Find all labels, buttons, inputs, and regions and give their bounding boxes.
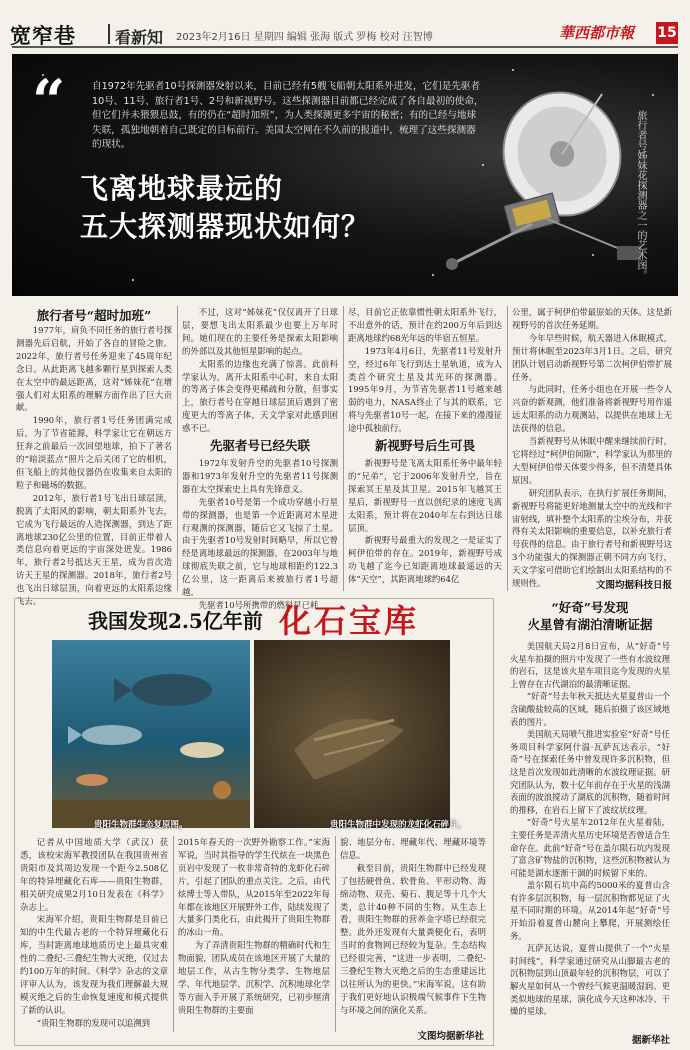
probe-credit: 文图均据科技日报 <box>595 580 672 591</box>
fossil-title-part2: 化石宝库 <box>279 602 420 640</box>
column-rule <box>343 306 344 591</box>
paragraph: 公里，属于柯伊伯带最原始的天体。这是新视野号的首次任务延期。 <box>512 307 672 330</box>
fossil-col3 <box>340 836 486 1017</box>
paragraph: 与此同时，任务小组也在开展一些令人兴奋的新观测，他们准备将新视野号用作遥远太阳系的动力观测站，以提供在地球上无法获得的信息。 <box>512 384 672 434</box>
fossil-col1 <box>20 836 168 1030</box>
voyager-heading: 旅行者号“超时加班” <box>36 308 152 323</box>
pioneer-col3 <box>348 306 502 586</box>
paragraph: “贵阳生物群的发现可以追溯到 <box>36 1017 150 1028</box>
pioneer-heading: 先驱者号已经失联 <box>209 438 310 454</box>
mars-col <box>510 640 670 1018</box>
paragraph: 新视野号最重大的发现之一是证实了柯伊伯带的存在。2019年，新视野号成功飞越了迄今已知距离地球最遥远的天体“天空”，其距离地球约64亿 <box>348 535 502 585</box>
paragraph: 2015年春天的一次野外勘察工作。”宋海军说，当时其指导的学生代炫在一块黑色页岩中发现了一枚非常奇特的龙虾化石碎片，引起了团队的重点关注。之后，由代炫博士等人带队，从2015年至2022年每年都在该地区开展野外工作，陆续发现了大量多门类化石，由此揭开了贵阳生物群的冰山一角。 <box>178 837 330 938</box>
paragraph: 美国航天局喷气推进实验室“好奇”号任务项目科学家阿什温·瓦萨瓦达表示，“好奇”号在探索任务中曾发现许多沉积物，但这是首次发现如此清晰的水波纹理证据。研究团队认为，数十亿年前存在于火星的浅湖表面的波浪搅动了湖底的沉积物，随着时间的推移，在岩石上留下了波纹状纹理。 <box>510 729 670 815</box>
paragraph: 美国航天局2月8日宣布，从“好奇”号火星车拍摄的照片中发现了一些有水波纹理的岩石，这是该火星车项目迄今发现的火星上曾存在古代湖泊的最清晰证据。 <box>510 641 670 689</box>
image-caption-1: 贵阳生物群生态复原图。 <box>94 820 188 830</box>
column-rule <box>335 836 336 1032</box>
paragraph: 瓦萨瓦达说，夏普山提供了一个“火星时间线”，科学家通过研究从山脚最古老的沉积物层到山顶最年轻的沉积物层，可以了解火星如何从一个曾经气候更温暖湿润、更类似地球的星球，演化成今天这种冰冷、干燥的星球。 <box>510 943 670 1017</box>
paragraph: “好奇”号火星车2012年在火星着陆，主要任务是弄清火星历史环境是否曾适合生命存在。此前“好奇”号在盖尔陨石坑内发现了富含矿物盐的沉积物，这些沉积物被认为可能是湖水逐渐干涸的时候留下来的。 <box>510 817 670 878</box>
masthead-logo: 華西都市報 <box>559 24 635 42</box>
paragraph: 宋海军介绍，贵阳生物群是目前已知的中生代最古老的一个特异埋藏化石库，当时距离地球地质历史上最具灾难性的二叠纪-三叠纪生物大灭绝，仅过去约100万年的时间。《科学》杂志的文章评审人认为，该发现为我们理解最大规模灭绝之后的生命恢复速度和模式提供了新的认识。 <box>20 914 168 1015</box>
paragraph: 1977年，肩负不同任务的旅行者号探测器先后启航，开始了各自的冒险之旅。2022年，旅行者号任务迎来了45周年纪念日。从此距离飞越多颗行星到探索人类在太空中的最远距离，这对“姊妹花”在增强人们对太阳系的理解方面作出了巨大贡献。 <box>16 325 172 413</box>
paragraph: 尽，目前它正依靠惯性朝太阳系外飞行，不出意外的话，预计在约200万年后到达距离地球约68光年远的毕宿五恒星。 <box>348 307 502 343</box>
fossil-illustration <box>254 640 450 828</box>
paragraph: 新视野号是飞离太阳系任务中最年轻的“兄弟”，它于2006年发射升空，旨在探索冥王星及其卫星。2015年飞越冥王星后，新视野号一直以创纪录的速度飞离太阳系，预计将在2040年左右到达日球层顶。 <box>348 457 502 533</box>
paragraph: 当新视野号从休眠中醒来继续前行时，它将经过“柯伊伯间隙”，科学家认为那里的大型柯伊伯带天体要少得多，但不清楚具体原因。 <box>512 436 672 485</box>
fossil-credit: 文图均据新华社 <box>417 1031 484 1042</box>
paragraph: 截至目前，贵阳生物群中已经发现了包括硬骨鱼、软骨鱼、平形动物、海绵动物、双壳、菊石、腹足等十几个大类，总计40种不同的生物。从生态上看，贵阳生物群的营养金字塔已经很完整。此外还发现有大量粪便化石，表明当时的食物网已经较为复杂。生态结构已经很完善，“这进一步表明，二叠纪-三叠纪生物大灭绝之后的生态重建远比以往所认为的更快。”宋海军说，这有助于我们更好地认识极端气候事件下生物与环境之间的演化关系。 <box>340 862 486 1015</box>
quote-mark-icon: “ <box>32 67 66 135</box>
mars-title-line2: 火星曾有湖泊清晰证据 <box>527 617 653 632</box>
voyager-col1 <box>16 324 172 608</box>
fish-illustration <box>52 640 250 828</box>
header-divider <box>108 24 110 44</box>
image-caption-2: 贵阳生物群中发现的龙虾化石碎片。 <box>330 820 467 830</box>
paragraph: 太阳系的边缘也充满了惊喜。此前科学家认为，离开太阳系中心时，来自太阳的等离子体会变得更稀疏和分散，但事实上，旅行者号在穿越日球层顶后遇到了密度更大的等离子体，天文学家对此感到困惑不已。 <box>182 358 338 434</box>
hero-title-line1: 飞离地球最远的 <box>80 172 284 205</box>
issue-meta: 2023年2月16日 星期四 编辑 张海 版式 罗梅 校对 汪智博 <box>176 32 433 43</box>
voyager-col2 <box>182 306 338 612</box>
lobster-fossil-image <box>254 640 450 828</box>
page-number: 15 <box>656 22 678 44</box>
ecology-restoration-image <box>52 640 250 828</box>
paragraph: 盖尔陨石坑中高约5000米的夏普山含有许多层沉积物，每一层沉积物都见证了火星不同时期的环境。从2014年起“好奇”号开始沿着夏普山麓向上攀爬，开展测绘任务。 <box>510 880 670 941</box>
hero-title <box>80 170 480 246</box>
paragraph: 先驱者10号所携带的燃料早已耗 <box>198 599 319 610</box>
section-name: 看新知 <box>115 28 164 47</box>
hero-lead-text: 自1972年先驱者10号探测器发射以来，目前已经有5艘飞船朝太阳系外进发，它们是先驱者10号、11号、旅行者1号、2号和新视野号。这些探测器目前都已经完成了各自最初的使命，但它们并未猥猥息鼓，有的仍在“超时加班”，为人类探测更多宇宙的秘密；有的已经与地球失联，孤独地朝着自己既定的目标前行。美国太空网在不久前的报道中，梳理了这些探测器的现状。 <box>92 81 484 151</box>
mars-title-line1: “好奇”号发现 <box>551 600 629 615</box>
column-rule <box>173 836 174 1032</box>
column-name: 宽窄巷 <box>10 23 76 48</box>
paragraph: 研究团队表示，在执行扩展任务期间，新视野号将能更好地测量太空中的光线和宇宙射线，填补整个太阳系的尘埃分布，并获得有关太阳影响的重要信息，以补充旅行者号获得的信息。由于旅行者号和新视野号这3个功能强大的探测器正朝不同方向飞行，天文学家可借助它们绘制出太阳系结构的不规则性。 <box>512 487 672 589</box>
paragraph: 为了弄清贵阳生物群的精确时代和生物面貌，团队成员在该地区开展了大量的地层工作，从古生物分类学、生物地层学、年代地层学、沉积学、沉积地球化学等方面入手开展了系统研究，已初步厘清贵阳生物群的主要面 <box>178 940 330 1015</box>
paragraph: 1990年，旅行者1号任务团满完成后，为了节省能源，科学家让它在朝远方狂奔之前最后一次回望地球，拍下了著名的“暗淡蓝点”照片之后关闭了它的相机，但飞船上的其他仪器仍在收集来自太阳的粒子和磁场的数据。 <box>16 415 172 490</box>
new-horizons-col4 <box>512 306 672 590</box>
new-horizons-heading: 新视野号后生可畏 <box>374 438 475 454</box>
column-rule <box>507 306 508 591</box>
fossil-title-part1: 我国发现2.5亿年前 <box>88 609 263 633</box>
hero-image-caption: 旅行者号姊妹花探测器之一的艺术图。 <box>635 110 646 280</box>
column-rule <box>177 306 178 591</box>
paragraph: 记者从中国地质大学（武汉）获悉，该校宋海军教授团队在我国贵州省贵阳市及其周边发现一个距今2.508亿年的特异埋藏化石库——贵阳生物群，相关研究成果2月10日发表在《科学》杂志上。 <box>20 837 168 912</box>
mars-credit: 据新华社 <box>631 1035 670 1046</box>
paragraph: “好奇”号去年秋天抵达火星夏普山一个含硫酸盐较高的区域，随后拍摄了该区域地表的图片。 <box>510 691 670 727</box>
fossil-col2 <box>178 836 330 1017</box>
paragraph: 貌、地层分布、埋藏年代、埋藏环境等信息。 <box>340 837 486 860</box>
mars-title <box>510 599 670 633</box>
paragraph: 先驱者10号是第一个成功穿越小行星带的探测器，也是第一个近距离对木星进行观测的探测器，随后它又飞掠了土星。由于先驱者10号发射时间略早，所以它曾经是离地球最远的探测器，在2003年与地球彻底失联之前，它与地球相距约122.3亿公里，这一距离后来被旅行者1号超越。 <box>182 496 338 598</box>
paragraph: 1972年发射升空的先驱者10号探测器和1973年发射升空的先驱者11号探测器在太空探索史上具有先锋意义。 <box>182 457 338 494</box>
paragraph: 不过，这对“姊妹花”仅仅离开了日球层，要想飞出太阳系最少也要上万年时间。她们现在的主要任务是探索太阳影响的外部以及其他恒星影响的起点。 <box>182 307 338 356</box>
paragraph: 2012年，旅行者1号飞出日球层顶，脱离了太阳风的影响，朝太阳系外飞去，它成为飞行最远的人造探测器，到达了距离地球230亿公里的位置，目前正带着人类信息向着更远的宇宙深处进发。1986年，旅行者2号抵达天王星，成为首次造访天王星的探测器。2018年，旅行者2号也飞出日球层顶，向着更远的太阳系边缘飞去。 <box>16 492 172 607</box>
hero-title-line2: 五大探测器现状如何？ <box>80 210 371 243</box>
paragraph: 1973年4月6日，先驱者11号发射升空，经过6年飞行到达土星轨道，成为人类首个研究土星及其光环的探测器。1995年9月，为节省先驱者11号越来越弱的电力，NASA终止了与其的联系，它将与先驱者10号一起，在接下来的漫漫征途中孤独前行。 <box>348 345 502 434</box>
paragraph: 今年早些时候，航天器进入休眠模式，预计将休眠至2023年3月1日。之后，研究团队计划启动新视野号第二次柯伊伯带扩展任务。 <box>512 332 672 382</box>
